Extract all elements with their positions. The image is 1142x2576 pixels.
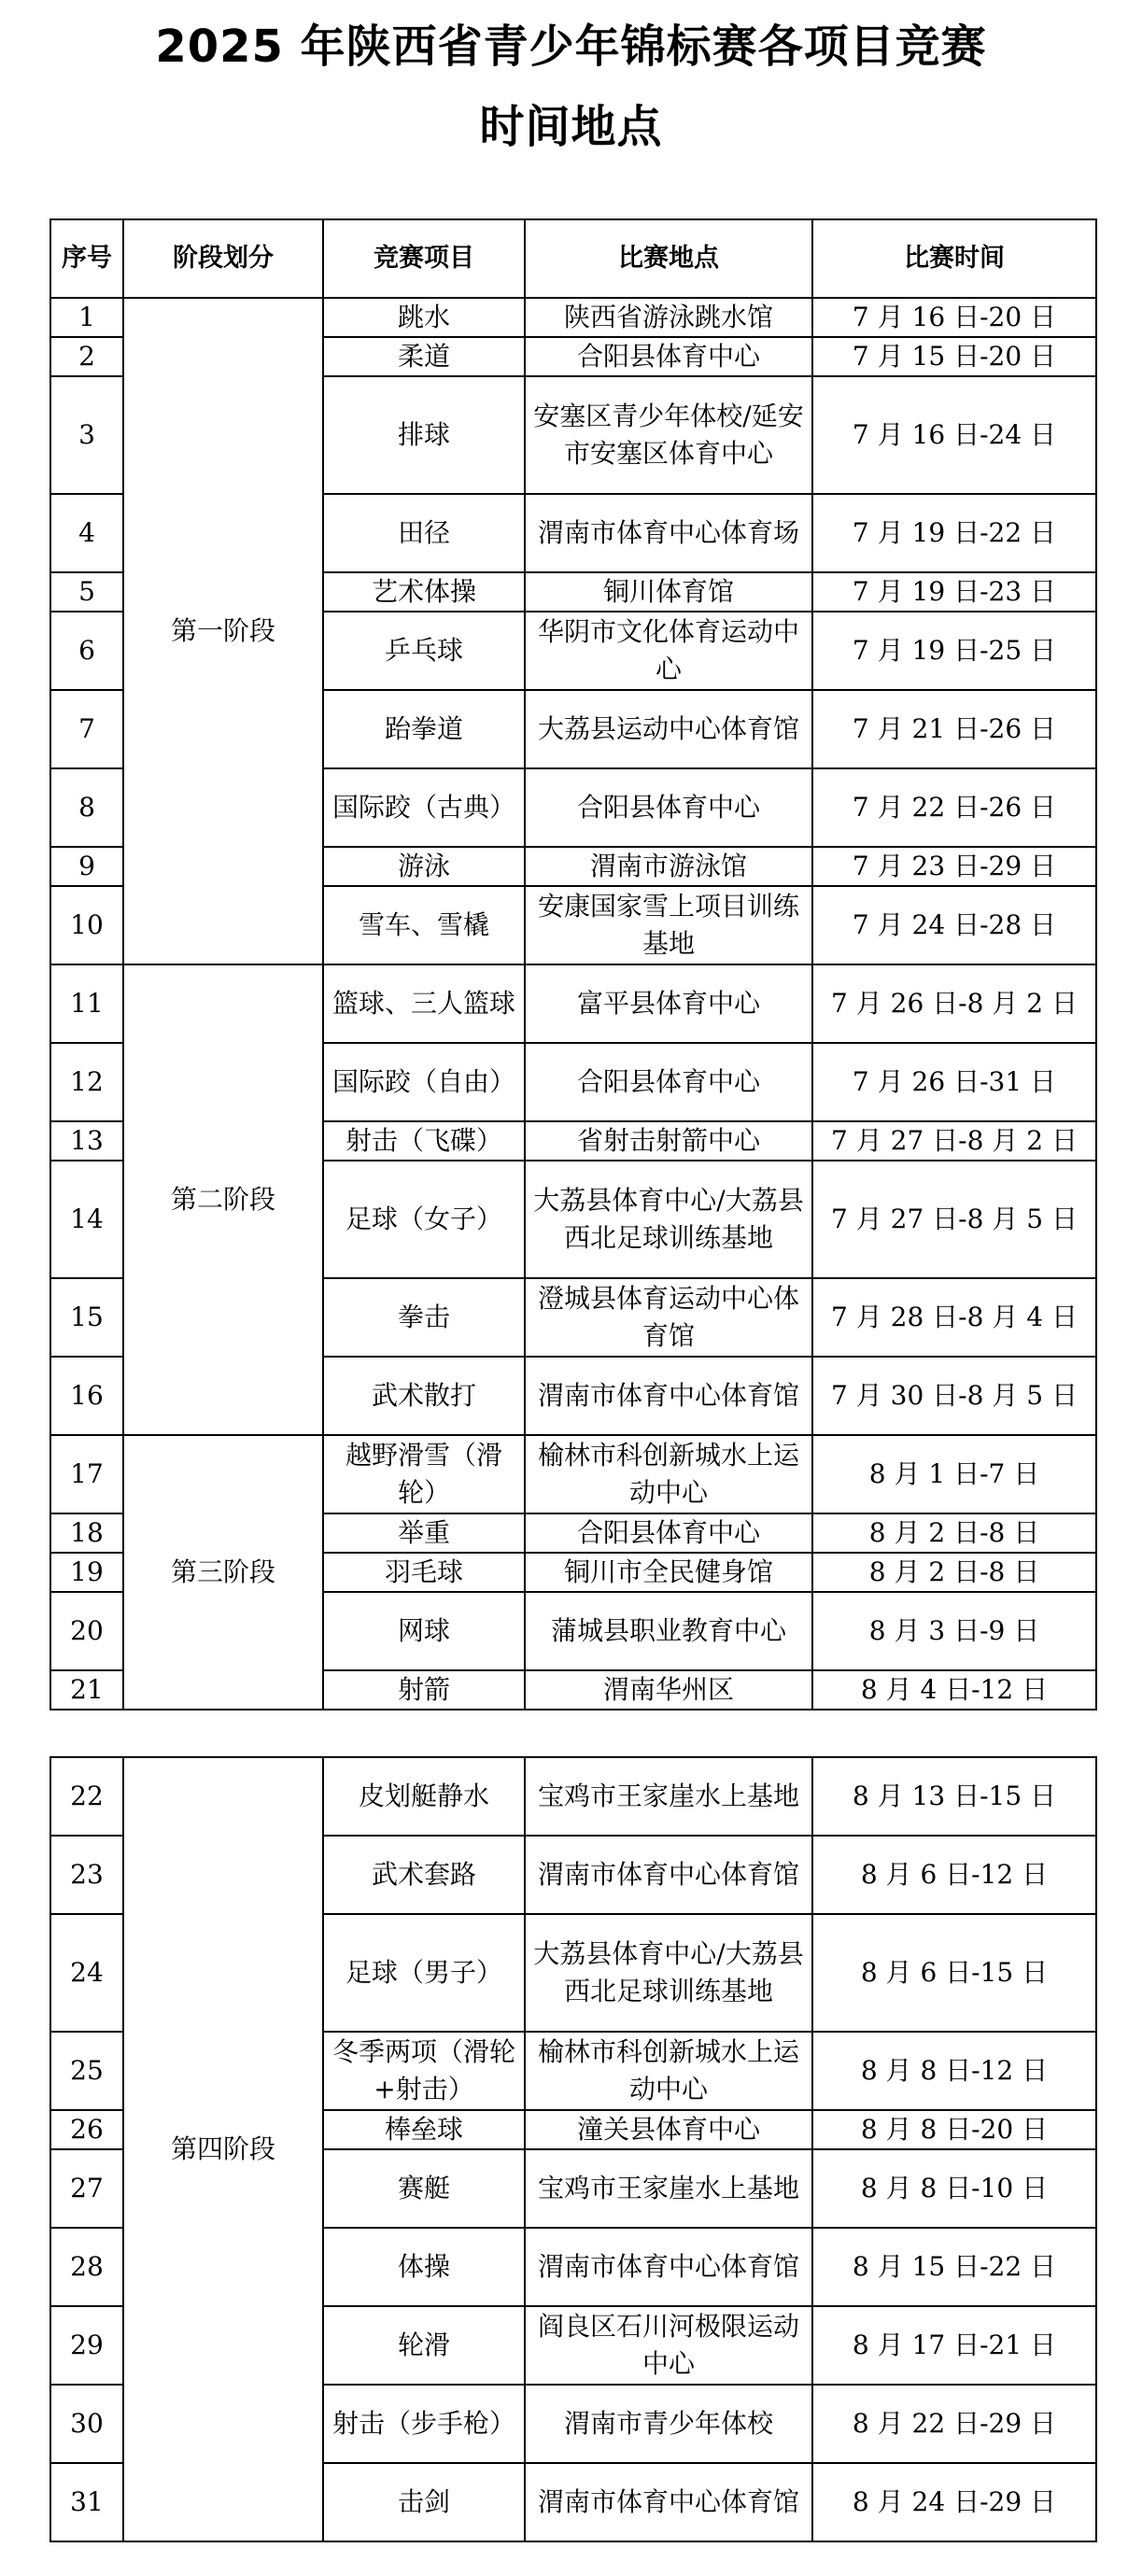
cell-venue: 阎良区石川河极限运动中心 [525,2306,812,2385]
cell-venue: 合阳县体育中心 [525,1513,812,1553]
cell-event: 举重 [323,1513,525,1553]
cell-time: 8 月 2 日-8 日 [812,1513,1096,1553]
cell-no: 25 [50,2032,123,2110]
table-row [50,1435,1096,1513]
cell-no: 12 [50,1043,123,1121]
cell-time: 8 月 4 日-12 日 [812,1670,1096,1710]
cell-no: 10 [50,886,123,964]
cell-time: 7 月 19 日-23 日 [812,572,1096,612]
cell-time: 7 月 26 日-31 日 [812,1043,1096,1121]
cell-event: 赛艇 [323,2149,525,2228]
cell-event: 雪车、雪橇 [323,886,525,964]
cell-venue: 华阴市文化体育运动中心 [525,612,812,690]
cell-event: 田径 [323,494,525,572]
cell-event: 乒乓球 [323,612,525,690]
cell-event: 足球（女子） [323,1161,525,1278]
cell-time: 8 月 24 日-29 日 [812,2463,1096,2541]
cell-venue: 宝鸡市王家崖水上基地 [525,2149,812,2228]
cell-time: 7 月 16 日-20 日 [812,298,1096,337]
cell-no: 18 [50,1513,123,1553]
cell-no: 27 [50,2149,123,2228]
cell-event: 射击（飞碟） [323,1121,525,1161]
cell-time: 7 月 15 日-20 日 [812,337,1096,376]
cell-no: 2 [50,337,123,376]
cell-stage: 第二阶段 [123,964,323,1435]
column-header-time: 比赛时间 [812,219,1096,298]
cell-venue: 陕西省游泳跳水馆 [525,298,812,337]
cell-event: 冬季两项（滑轮+射击） [323,2032,525,2110]
cell-venue: 铜川体育馆 [525,572,812,612]
cell-no: 5 [50,572,123,612]
cell-no: 24 [50,1914,123,2032]
cell-venue: 铜川市全民健身馆 [525,1553,812,1592]
cell-event: 体操 [323,2228,525,2306]
cell-event: 拳击 [323,1278,525,1357]
cell-no: 30 [50,2385,123,2463]
cell-time: 8 月 15 日-22 日 [812,2228,1096,2306]
cell-venue: 省射击射箭中心 [525,1121,812,1161]
cell-venue: 蒲城县职业教育中心 [525,1592,812,1670]
cell-event: 国际跤（古典） [323,768,525,847]
cell-event: 越野滑雪（滑轮） [323,1435,525,1513]
column-header-event: 竞赛项目 [323,219,525,298]
page-title-line2: 时间地点 [479,101,663,153]
cell-no: 29 [50,2306,123,2385]
cell-venue: 榆林市科创新城水上运动中心 [525,2032,812,2110]
cell-time: 7 月 22 日-26 日 [812,768,1096,847]
cell-venue: 富平县体育中心 [525,964,812,1043]
cell-time: 7 月 24 日-28 日 [812,886,1096,964]
cell-time: 7 月 27 日-8 月 2 日 [812,1121,1096,1161]
cell-time: 8 月 17 日-21 日 [812,2306,1096,2385]
cell-event: 武术套路 [323,1836,525,1914]
cell-venue: 合阳县体育中心 [525,337,812,376]
cell-time: 8 月 2 日-8 日 [812,1553,1096,1592]
cell-stage: 第三阶段 [123,1435,323,1710]
cell-time: 7 月 19 日-25 日 [812,612,1096,690]
table-row [50,964,1096,1043]
cell-no: 4 [50,494,123,572]
cell-time: 8 月 8 日-12 日 [812,2032,1096,2110]
cell-venue: 澄城县体育运动中心体育馆 [525,1278,812,1357]
cell-event: 跆拳道 [323,690,525,768]
cell-venue: 合阳县体育中心 [525,768,812,847]
cell-venue: 安塞区青少年体校/延安市安塞区体育中心 [525,376,812,494]
cell-no: 15 [50,1278,123,1357]
cell-event: 击剑 [323,2463,525,2541]
cell-event: 柔道 [323,337,525,376]
table-row [50,1757,1096,1836]
cell-event: 国际跤（自由） [323,1043,525,1121]
cell-event: 篮球、三人篮球 [323,964,525,1043]
cell-venue: 大荔县体育中心/大荔县西北足球训练基地 [525,1161,812,1278]
cell-time: 8 月 22 日-29 日 [812,2385,1096,2463]
cell-no: 17 [50,1435,123,1513]
cell-time: 7 月 21 日-26 日 [812,690,1096,768]
cell-no: 22 [50,1757,123,1836]
cell-no: 8 [50,768,123,847]
cell-time: 8 月 8 日-20 日 [812,2110,1096,2149]
column-header-stage: 阶段划分 [123,219,323,298]
cell-no: 7 [50,690,123,768]
table-header-row [50,219,1096,298]
cell-venue: 渭南市体育中心体育场 [525,494,812,572]
cell-no: 3 [50,376,123,494]
cell-time: 8 月 6 日-15 日 [812,1914,1096,2032]
table-row [50,298,1096,337]
cell-venue: 榆林市科创新城水上运动中心 [525,1435,812,1513]
cell-event: 足球（男子） [323,1914,525,2032]
cell-no: 19 [50,1553,123,1592]
cell-event: 射击（步手枪） [323,2385,525,2463]
cell-time: 7 月 19 日-22 日 [812,494,1096,572]
cell-no: 6 [50,612,123,690]
cell-event: 艺术体操 [323,572,525,612]
cell-event: 排球 [323,376,525,494]
cell-no: 28 [50,2228,123,2306]
cell-stage: 第四阶段 [123,1757,323,2541]
cell-no: 23 [50,1836,123,1914]
cell-stage: 第一阶段 [123,298,323,964]
cell-time: 7 月 27 日-8 月 5 日 [812,1161,1096,1278]
cell-venue: 渭南华州区 [525,1670,812,1710]
schedule-table-part2 [49,1756,1097,2542]
cell-time: 8 月 8 日-10 日 [812,2149,1096,2228]
cell-time: 7 月 16 日-24 日 [812,376,1096,494]
cell-no: 16 [50,1357,123,1435]
cell-venue: 渭南市体育中心体育馆 [525,1836,812,1914]
cell-event: 网球 [323,1592,525,1670]
cell-venue: 渭南市体育中心体育馆 [525,2228,812,2306]
cell-venue: 安康国家雪上项目训练基地 [525,886,812,964]
cell-venue: 大荔县运动中心体育馆 [525,690,812,768]
cell-time: 8 月 1 日-7 日 [812,1435,1096,1513]
cell-no: 14 [50,1161,123,1278]
cell-event: 游泳 [323,847,525,886]
cell-event: 武术散打 [323,1357,525,1435]
cell-venue: 渭南市体育中心体育馆 [525,1357,812,1435]
column-header-no: 序号 [50,219,123,298]
cell-venue: 潼关县体育中心 [525,2110,812,2149]
cell-no: 1 [50,298,123,337]
cell-venue: 合阳县体育中心 [525,1043,812,1121]
cell-time: 8 月 3 日-9 日 [812,1592,1096,1670]
cell-event: 皮划艇静水 [323,1757,525,1836]
cell-no: 13 [50,1121,123,1161]
cell-no: 26 [50,2110,123,2149]
cell-venue: 大荔县体育中心/大荔县西北足球训练基地 [525,1914,812,2032]
cell-time: 7 月 26 日-8 月 2 日 [812,964,1096,1043]
cell-time: 8 月 6 日-12 日 [812,1836,1096,1914]
column-header-venue: 比赛地点 [525,219,812,298]
cell-venue: 渭南市游泳馆 [525,847,812,886]
page-title-line1: 2025 年陕西省青少年锦标赛各项目竞赛 [155,21,987,73]
cell-venue: 渭南市青少年体校 [525,2385,812,2463]
cell-time: 7 月 28 日-8 月 4 日 [812,1278,1096,1357]
cell-time: 8 月 13 日-15 日 [812,1757,1096,1836]
cell-time: 7 月 23 日-29 日 [812,847,1096,886]
cell-no: 11 [50,964,123,1043]
cell-event: 羽毛球 [323,1553,525,1592]
cell-venue: 渭南市体育中心体育馆 [525,2463,812,2541]
cell-event: 跳水 [323,298,525,337]
cell-event: 棒垒球 [323,2110,525,2149]
cell-event: 射箭 [323,1670,525,1710]
schedule-table-part1 [49,218,1097,1710]
cell-no: 21 [50,1670,123,1710]
cell-time: 7 月 30 日-8 月 5 日 [812,1357,1096,1435]
cell-no: 9 [50,847,123,886]
cell-no: 20 [50,1592,123,1670]
cell-no: 31 [50,2463,123,2541]
cell-venue: 宝鸡市王家崖水上基地 [525,1757,812,1836]
cell-event: 轮滑 [323,2306,525,2385]
